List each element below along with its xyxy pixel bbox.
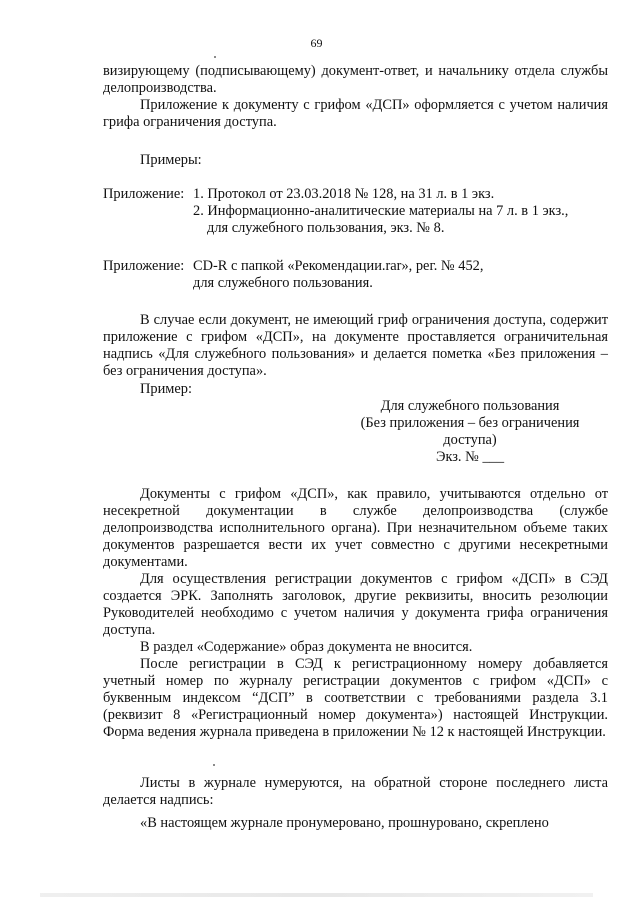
paragraph-no-stamp: В случае если документ, не имеющий гриф ограничения доступа, содержит приложение с грифом «ДСП», на документе проставляется ограничительная надпись «Для служебного пользования» и делается пометка «Без приложения – без ограничения доступа». [103,312,608,379]
appendix1-item2-line1: 2. Информационно-аналитические материалы на 7 л. в 1 экз., [193,203,569,219]
example-label: Пример: [140,381,192,397]
stamp-line3: доступа) [443,432,497,448]
scan-speck [214,56,216,58]
paragraph-appendix-info: Приложение к документу с грифом «ДСП» оформляется с учетом наличия грифа ограничения доступа. [103,97,608,130]
appendix1-item1: 1. Протокол от 23.03.2018 № 128, на 31 л. в 1 экз. [193,186,495,202]
appendix1-label: Приложение: [103,186,185,202]
appendix2-line1: CD-R с папкой «Рекомендации.rar», рег. № 452, [193,258,484,274]
stamp-line1: Для служебного пользования [380,398,560,414]
paragraph-content-section: В раздел «Содержание» образ документа не вносится. [140,639,473,655]
stamp-line4: Экз. № ___ [435,449,505,465]
appendix1-item2-line2: для служебного пользования, экз. № 8. [207,220,445,236]
appendix2-list [193,258,608,292]
paragraph-sheets: Листы в журнале нумеруются, на обратной стороне последнего листа делается надпись: [103,775,608,808]
stamp-line2: (Без приложения – без ограничения [360,415,580,431]
paragraph-quote: «В настоящем журнале пронумеровано, прошнуровано, скреплено [140,815,549,831]
scan-edge-shadow [40,893,593,897]
appendix2-line2: для служебного пользования. [193,275,373,291]
paragraph-registration: Для осуществления регистрации документов с грифом «ДСП» в СЭД создается ЭРК. Заполнять заголовок, другие реквизиты, вносить резолюции Руководителей необходимо с учетом наличия у документа грифа ограничения доступа. [103,571,608,638]
appendix2-label: Приложение: [103,258,185,274]
examples-label: Примеры: [140,152,202,168]
appendix1-list [193,186,608,237]
restriction-stamp [340,398,600,466]
scan-speck [213,764,215,766]
page-number: 69 [310,36,323,50]
paragraph-top: визирующему (подписывающему) документ-ответ, и начальнику отдела службы делопроизводства. [103,63,608,96]
paragraph-after-registration: После регистрации в СЭД к регистрационному номеру добавляется учетный номер по журналу регистрации документов с грифом «ДСП» с буквенным индексом “ДСП” в соответствии с требованиями раздела 3.1 (реквизит 8 «Регистрационный номер документа») настоящей Инструкции. Форма ведения журнала приведена в приложении № 12 к настоящей Инструкции. [103,656,608,740]
paragraph-accounting: Документы с грифом «ДСП», как правило, учитываются отдельно от несекретной документации в службе делопроизводства (службе делопроизводства исполнительного органа). При незначительном объеме таких документов разрешается вести их учет совместно с другими несекретными документами. [103,486,608,570]
